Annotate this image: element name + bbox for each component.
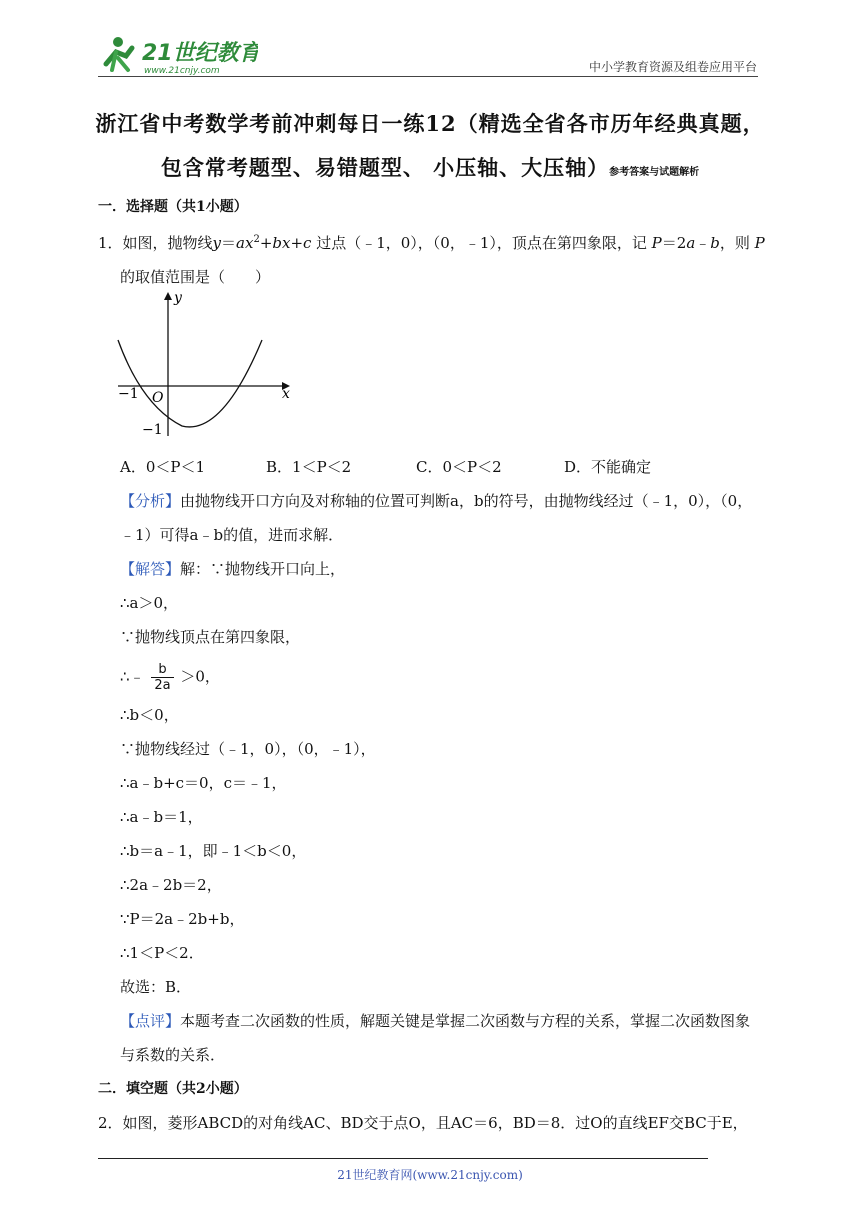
title-line2: 包含常考题型、易错题型、 小压轴、大压轴）参考答案与试题解析	[160, 155, 700, 180]
header-rule	[98, 76, 758, 77]
solution-step: ∵抛物线经过（﹣1，0），（0，﹣1），	[120, 740, 376, 758]
site-logo	[98, 34, 258, 80]
option-b[interactable]: B．1＜P＜2	[266, 458, 352, 476]
header-right-text: 中小学教育资源及组卷应用平台	[588, 60, 757, 74]
solution-line-first: 【解答】解：∵抛物线开口向上，	[120, 560, 346, 578]
solution-answer: 故选：B．	[120, 978, 192, 996]
section-1-heading: 一．选择题（共1小题）	[98, 199, 248, 215]
origin-label: O	[152, 390, 164, 406]
analysis-line-a: 【分析】由抛物线开口方向及对称轴的位置可判断a，b的符号，由抛物线经过（﹣1，0），（0，	[120, 492, 753, 510]
solution-step: ∴b＝a﹣1，即﹣1＜b＜0，	[120, 842, 307, 860]
fraction: $\frac{b}{2a}$	[151, 662, 173, 693]
x-label: x	[282, 386, 290, 402]
solution-step: ∴2a﹣2b＝2，	[120, 876, 222, 894]
option-a[interactable]: A．0＜P＜1	[120, 458, 206, 476]
section-2-heading: 二．填空题（共2小题）	[98, 1081, 248, 1097]
y-axis-arrow	[164, 292, 172, 300]
option-d[interactable]: D．不能确定	[564, 458, 652, 476]
parabola-graph	[112, 286, 302, 448]
solution-step: ∵P＝2a﹣2b+b，	[120, 910, 245, 928]
footer-rule	[98, 1158, 708, 1159]
svg-text:21世纪教育: 21世纪教育	[142, 41, 258, 66]
comment-line-a: 【点评】本题考查二次函数的性质，解题关键是掌握二次函数与方程的关系，掌握二次函数图象	[120, 1012, 751, 1030]
title-subtitle: 参考答案与试题解析	[609, 167, 700, 178]
x-neg1-label: −1	[118, 386, 139, 402]
comment-tag: 【点评】	[120, 1012, 181, 1030]
q1-stem-a: 1．如图，抛物线$y=ax^2+bx+c$ 过点（﹣1，0），（0，﹣1），顶点在第四象限，记 P＝2a﹣b，则 P	[98, 234, 765, 252]
solution-step: ∴a＞0，	[120, 594, 179, 612]
q2-stem: 2．如图，菱形ABCD的对角线AC、BD交于点O，且AC＝6，BD＝8．过O的直线EF交BC于E，	[98, 1114, 748, 1132]
runner-icon	[106, 37, 132, 70]
comment-line-b: 与系数的关系．	[120, 1046, 226, 1064]
parabola-curve	[118, 340, 262, 427]
title-line1: 浙江省中考数学考前冲刺每日一练12（精选全省各市历年经典真题，	[95, 111, 765, 136]
solution-tag: 【解答】	[120, 560, 181, 578]
solution-step-fraction: ∴﹣ $\frac{b}{2a}$ ＞0，	[120, 662, 220, 693]
footer-link[interactable]: 21世纪教育网(www.21cnjy.com)	[337, 1168, 523, 1182]
q1-stem-b: 的取值范围是（ ）	[120, 268, 271, 286]
solution-step: ∴1＜P＜2．	[120, 944, 204, 962]
solution-step: ∵抛物线顶点在第四象限，	[120, 628, 301, 646]
option-c[interactable]: C．0＜P＜2	[416, 458, 502, 476]
y-label: y	[174, 290, 182, 306]
solution-step: ∴a﹣b＝1，	[120, 808, 203, 826]
solution-step: ∴b＜0，	[120, 706, 179, 724]
analysis-tag: 【分析】	[120, 492, 181, 510]
svg-text:www.21cnjy.com: www.21cnjy.com	[144, 66, 220, 76]
solution-step: ∴a﹣b+c＝0，c＝﹣1，	[120, 774, 287, 792]
y-neg1-label: −1	[142, 422, 163, 438]
analysis-line-b: ﹣1）可得a﹣b的值，进而求解．	[120, 526, 344, 544]
